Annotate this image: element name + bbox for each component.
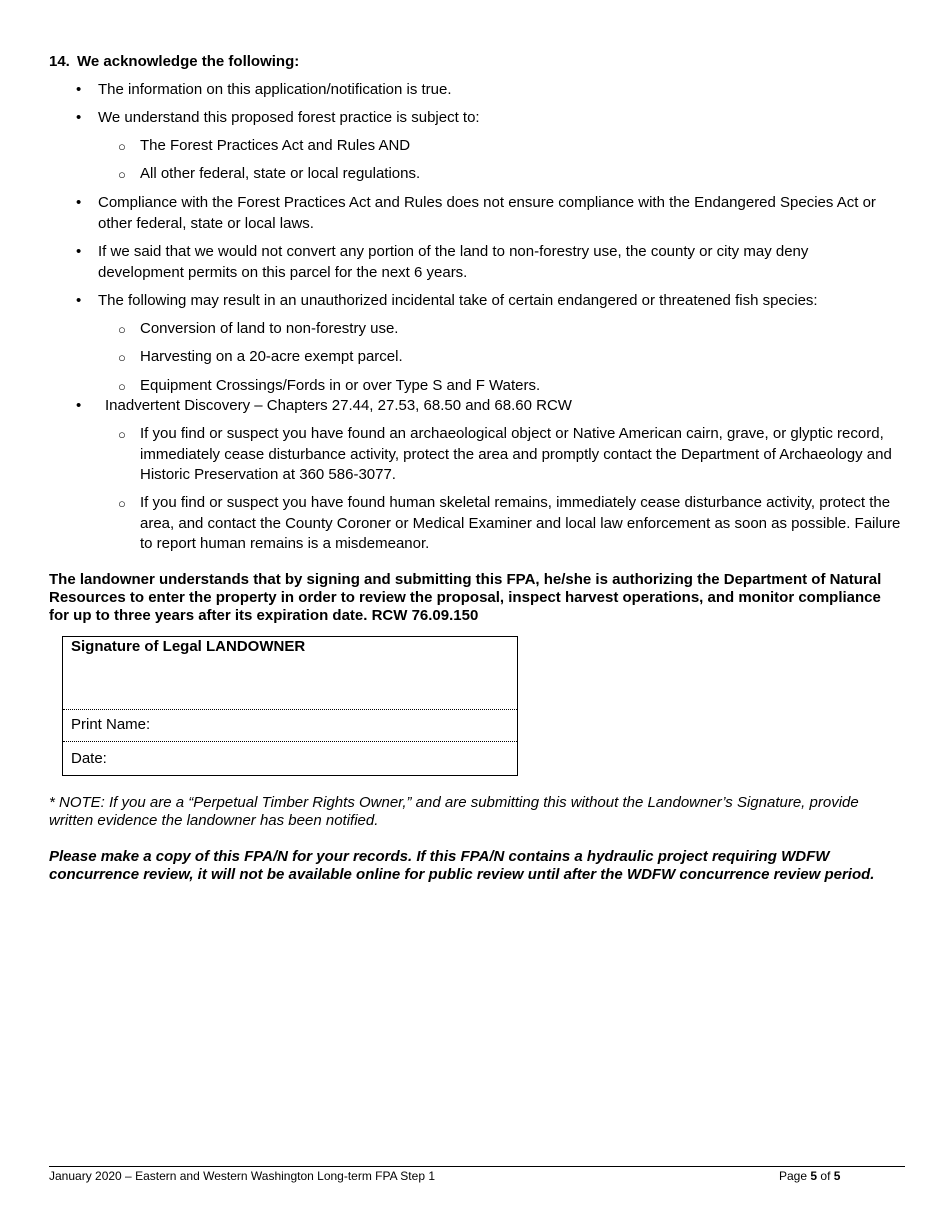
page-label: Page bbox=[779, 1169, 808, 1183]
bullet-glyph: • bbox=[76, 243, 82, 260]
ack-subitem-exempt-parcel: Harvesting on a 20-acre exempt parcel. bbox=[140, 348, 403, 365]
bullet-glyph: • bbox=[76, 292, 82, 309]
page-current: 5 bbox=[810, 1169, 818, 1183]
sub-bullet-glyph: ○ bbox=[118, 322, 126, 337]
sub-bullet-glyph: ○ bbox=[118, 379, 126, 394]
sub-bullet-glyph: ○ bbox=[118, 139, 126, 154]
bullet-glyph: • bbox=[76, 194, 82, 211]
sub-bullet-glyph: ○ bbox=[118, 496, 126, 511]
bullet-glyph: • bbox=[76, 397, 82, 414]
ack-subitem-human-remains: If you find or suspect you have found human skeletal remains, immediately cease disturbance activity, protect the area, and contact the County Coroner or Medical Examiner and local law enforcement as soon as possible. Failure to report human remains is a misdemeanor. bbox=[140, 494, 901, 552]
ack-subitem-equipment-crossings: Equipment Crossings/Fords in or over Type S and F Waters. bbox=[140, 377, 541, 394]
ack-item-development-permits: If we said that we would not convert any portion of the land to non-forestry use, the county or city may deny development permits on this parcel for the next 6 years. bbox=[98, 243, 809, 281]
date-label: Date: bbox=[71, 750, 107, 767]
page-total: 5 bbox=[833, 1169, 841, 1183]
sub-bullet-glyph: ○ bbox=[118, 427, 126, 442]
print-name-divider bbox=[63, 741, 517, 742]
signature-divider bbox=[63, 709, 517, 710]
ack-item-esa-compliance: Compliance with the Forest Practices Act and Rules does not ensure compliance with the Endangered Species Act or other federal, state or local laws. bbox=[98, 194, 876, 232]
ack-subitem-conversion: Conversion of land to non-forestry use. bbox=[140, 320, 399, 337]
timber-rights-note: * NOTE: If you are a “Perpetual Timber Rights Owner,” and are submitting this without the Landowner’s Signature, provide written evidence the landowner has been notified. bbox=[49, 794, 859, 829]
footer-divider bbox=[49, 1166, 905, 1167]
ack-subitem-archaeological: If you find or suspect you have found an archaeological object or Native American cairn, grave, or glyptic record, immediately cease disturbance activity, protect the area and promptly contact the Department of Archaeology and Historic Preservation at 360 586-3077. bbox=[140, 425, 892, 483]
ack-item-incidental-take: The following may result in an unauthorized incidental take of certain endangered or threatened fish species: bbox=[98, 292, 818, 309]
footer-form-title: January 2020 – Eastern and Western Washington Long-term FPA Step 1 bbox=[49, 1169, 435, 1183]
section-title: We acknowledge the following: bbox=[77, 53, 300, 70]
page-of: of bbox=[820, 1169, 831, 1183]
sub-bullet-glyph: ○ bbox=[118, 167, 126, 182]
sub-bullet-glyph: ○ bbox=[118, 350, 126, 365]
ack-item-subject-to: We understand this proposed forest practice is subject to: bbox=[98, 109, 480, 126]
copy-records-note: Please make a copy of this FPA/N for your records. If this FPA/N contains a hydraulic project requiring WDFW concurrence review, it will not be available online for public review until after the WDFW concurrence review period. bbox=[49, 848, 875, 883]
ack-subitem-other-regulations: All other federal, state or local regulations. bbox=[140, 165, 421, 182]
section-heading bbox=[49, 53, 299, 70]
bullet-glyph: • bbox=[76, 109, 82, 126]
signature-title: Signature of Legal LANDOWNER bbox=[71, 638, 306, 655]
ack-subitem-fpa-rules: The Forest Practices Act and Rules AND bbox=[140, 137, 411, 154]
ack-item-inadvertent-discovery: Inadvertent Discovery – Chapters 27.44, 27.53, 68.50 and 68.60 RCW bbox=[105, 397, 572, 414]
section-number: 14. bbox=[49, 53, 70, 70]
print-name-label: Print Name: bbox=[71, 716, 151, 733]
ack-item-true-info: The information on this application/notification is true. bbox=[98, 81, 452, 98]
page-number bbox=[779, 1169, 840, 1183]
landowner-statement: The landowner understands that by signing and submitting this FPA, he/she is authorizing the Department of Natural Resources to enter the property in order to review the proposal, inspect harvest operations, and monitor compliance for up to three years after its expiration date. RCW 76.09.150 bbox=[49, 571, 882, 624]
bullet-glyph: • bbox=[76, 81, 82, 98]
signature-box bbox=[62, 636, 518, 776]
